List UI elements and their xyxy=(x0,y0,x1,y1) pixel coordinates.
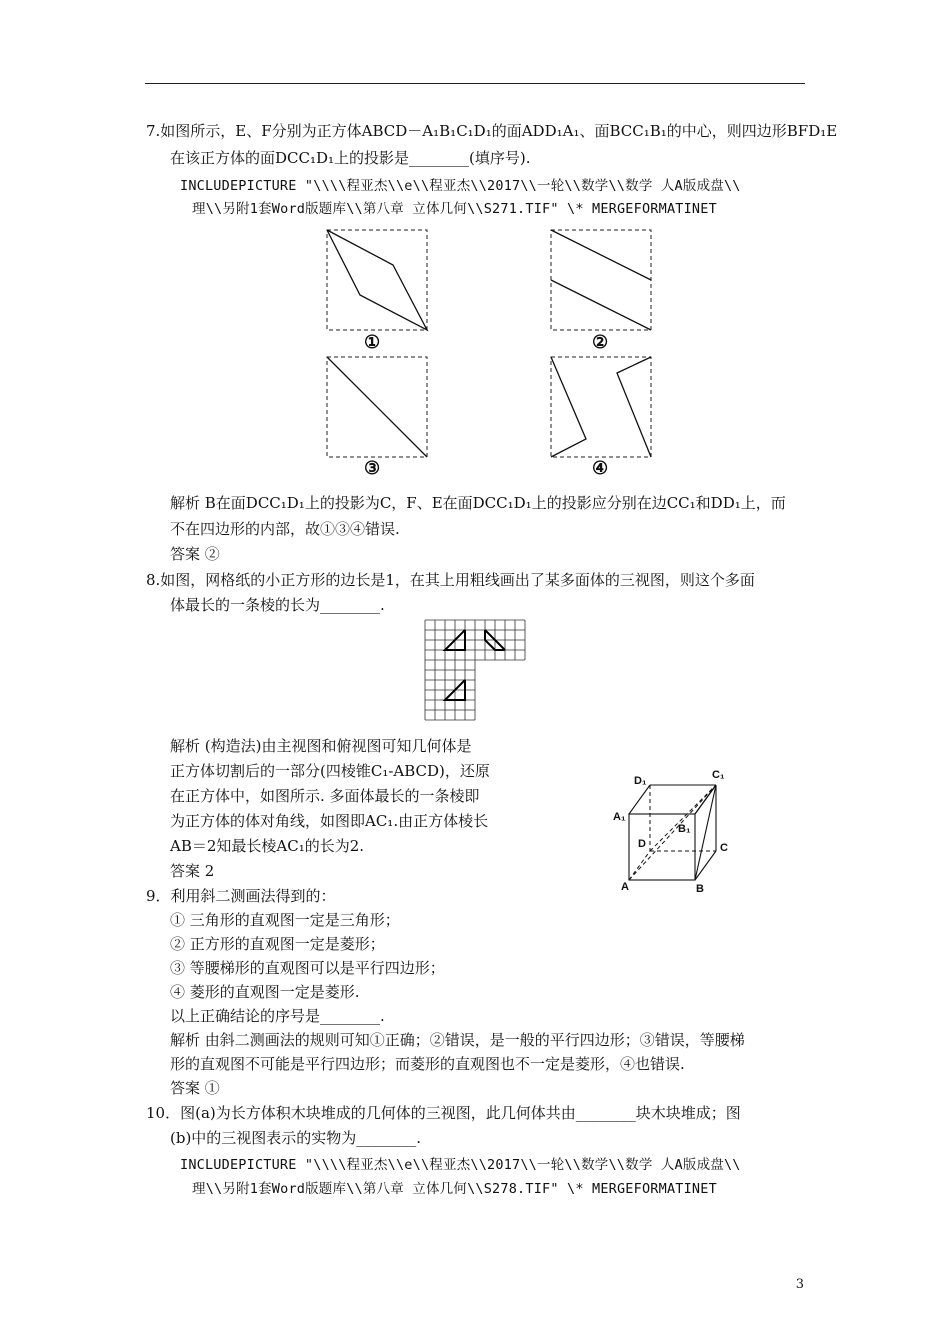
projection-figure-3 xyxy=(325,355,429,459)
q8-analysis-line1: 解析 (构造法)由主视图和俯视图可知几何体是 xyxy=(170,737,472,755)
q7-answer: 答案 ② xyxy=(170,545,220,563)
cube-label-b: B xyxy=(696,883,704,895)
label-2: ② xyxy=(592,332,609,353)
q9-item-3: ③ 等腰梯形的直观图可以是平行四边形； xyxy=(170,959,445,977)
q7-line1: 7.如图所示，E、F分别为正方体ABCD－A₁B₁C₁D₁的面ADD₁A₁、面BCC₁B₁的中心，则四边形BFD₁E xyxy=(146,122,838,140)
cube-label-b1: B₁ xyxy=(678,823,691,835)
q8-analysis-line3: 在正方体中，如图所示. 多面体最长的一条棱即 xyxy=(170,787,480,805)
q9-item-1: ① 三角形的直观图一定是三角形； xyxy=(170,911,400,929)
q9-item-2: ② 正方形的直观图一定是菱形； xyxy=(170,935,385,953)
q8-analysis-line4: 为正方体的体对角线，如图即AC₁.由正方体棱长 xyxy=(170,812,489,830)
cube-label-d1: D₁ xyxy=(634,775,647,787)
cube-figure xyxy=(612,740,737,895)
page-number: 3 xyxy=(795,1277,804,1292)
projection-figure-1 xyxy=(325,228,429,332)
q7-include-line2: 理\\另附1套Word版题库\\第八章 立体几何\\S271.TIF" \* MERGEFORMATINET xyxy=(192,201,717,217)
q9-prompt: 以上正确结论的序号是________. xyxy=(170,1007,385,1025)
q9-answer: 答案 ① xyxy=(170,1079,220,1097)
q10-include-line2: 理\\另附1套Word版题库\\第八章 立体几何\\S278.TIF" \* MERGEFORMATINET xyxy=(192,1181,717,1197)
q8-analysis-line2: 正方体切割后的一部分(四棱锥C₁-ABCD)，还原 xyxy=(170,762,490,780)
q8-analysis-line5: AB＝2知最长棱AC₁的长为2. xyxy=(170,837,365,855)
q7-include-line1: INCLUDEPICTURE "\\\\程亚杰\\e\\程亚杰\\2017\\一轮\\数学\\数学 人A版成盘\\ xyxy=(180,178,741,194)
q9-item-4: ④ 菱形的直观图一定是菱形. xyxy=(170,983,360,1001)
q7-analysis-line1: 解析 B在面DCC₁D₁上的投影为C，F、E在面DCC₁D₁上的投影应分别在边CC₁和DD₁上，而 xyxy=(170,494,786,512)
cube-label-d: D xyxy=(638,838,646,850)
label-4: ④ xyxy=(592,458,609,479)
q7-analysis-line2: 不在四边形的内部，故①③④错误. xyxy=(170,520,400,538)
projection-figure-4 xyxy=(549,355,653,459)
q10-include-line1: INCLUDEPICTURE "\\\\程亚杰\\e\\程亚杰\\2017\\一轮\\数学\\数学 人A版成盘\\ xyxy=(180,1157,741,1173)
q9-analysis-line2: 形的直观图不可能是平行四边形；而菱形的直观图也不一定是菱形，④也错误. xyxy=(170,1055,685,1073)
three-views-grid-figure xyxy=(423,618,527,724)
cube-label-a: A xyxy=(621,881,629,893)
cube-label-c: C xyxy=(720,842,728,854)
label-3: ③ xyxy=(364,458,381,479)
q8-line2: 体最长的一条棱的长为________. xyxy=(170,596,385,614)
label-1: ① xyxy=(364,332,381,353)
projection-figure-2 xyxy=(549,228,653,332)
q9-line1: 9．利用斜二测画法得到的： xyxy=(146,887,336,905)
q8-answer: 答案 2 xyxy=(170,862,215,880)
q9-analysis-line1: 解析 由斜二测画法的规则可知①正确；②错误，是一般的平行四边形；③错误，等腰梯 xyxy=(170,1031,745,1049)
q10-line1: 10．图(a)为长方体积木块堆成的几何体的三视图，此几何体共由________块木块堆成；图 xyxy=(146,1104,741,1122)
header-rule xyxy=(145,83,805,84)
cube-label-a1: A₁ xyxy=(613,811,626,823)
q10-line2: (b)中的三视图表示的实物为________. xyxy=(170,1129,422,1147)
cube-label-c1: C₁ xyxy=(712,769,725,781)
q8-line1: 8.如图，网格纸的小正方形的边长是1，在其上用粗线画出了某多面体的三视图，则这个多面 xyxy=(146,571,755,589)
q7-line2: 在该正方体的面DCC₁D₁上的投影是________(填序号). xyxy=(170,149,531,167)
